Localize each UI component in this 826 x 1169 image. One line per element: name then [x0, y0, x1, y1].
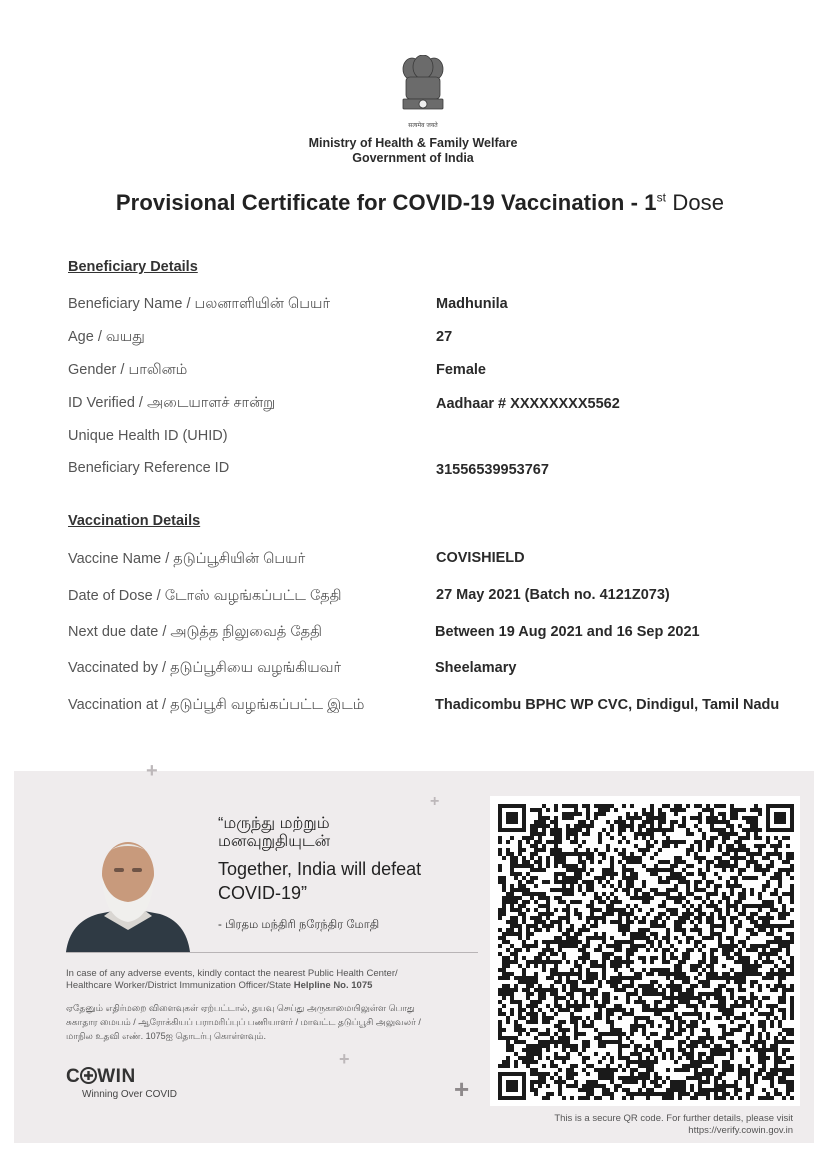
helpline-english-line-2: Healthcare Worker/District Immunization Officer/State: [66, 980, 294, 991]
qr-note-line-1: This is a secure QR code. For further details, please visit: [554, 1113, 793, 1124]
emblem-motto: सत्यमेव जयते: [408, 122, 438, 129]
quote-tamil-line-2: மனவுறுதியுடன்: [218, 833, 331, 850]
plus-icon: +: [339, 1049, 350, 1069]
qr-code[interactable]: [498, 804, 794, 1100]
quote-english-line-2: COVID-19”: [218, 883, 308, 903]
gender-value: Female: [436, 362, 486, 378]
dose-date-label: Date of Dose / டோஸ் வழங்கப்பட்ட தேதி: [68, 588, 342, 604]
pm-portrait: [64, 826, 192, 954]
ministry-line-1: Ministry of Health & Family Welfare: [308, 136, 518, 150]
title-main: Provisional Certificate for COVID-19 Vaccination - 1: [115, 190, 657, 215]
age-label: Age / வயது: [68, 329, 145, 345]
helpline-tamil-line-3: மாநில உதவி எண். 1075ஐ தொடர்பு கொள்ளவும்.: [66, 1031, 267, 1041]
gender-label: Gender / பாலினம்: [68, 362, 188, 378]
qr-note-line-2: https://verify.cowin.gov.in: [688, 1125, 793, 1136]
cowin-logo: [66, 1066, 136, 1088]
helpline-tamil-line-2: சுகாதார மையம் / ஆரோக்கியப் பராமரிப்புப் பணியாளர் / மாவட்ட தடுப்பூசி அலுவலர் /: [66, 1017, 421, 1027]
plus-icon: +: [454, 1074, 470, 1104]
vaccination-at-value: Thadicombu BPHC WP CVC, Dindigul, Tamil Nadu: [435, 697, 780, 713]
plus-icon: +: [146, 760, 158, 782]
dose-date-value: 27 May 2021 (Batch no. 4121Z073): [436, 587, 670, 603]
uhid-label: Unique Health ID (UHID): [68, 428, 228, 444]
helpline-tamil-line-1: ஏதேனும் எதிர்மறை விளைவுகள் ஏற்பட்டால், தயவு செய்து அருகாமையிலுள்ள பொது: [66, 1003, 415, 1013]
beneficiary-name-value: Madhunila: [436, 296, 508, 312]
cowin-logo-right: WIN: [97, 1066, 136, 1087]
quote-english: [218, 857, 468, 905]
id-verified-value: Aadhaar # XXXXXXXX5562: [436, 396, 620, 412]
quote-tamil-line-1: “மருந்து மற்றும்: [218, 815, 330, 832]
certificate-title: [0, 190, 826, 216]
age-value: 27: [436, 329, 453, 345]
id-verified-label: ID Verified / அடையாளச் சான்று: [68, 395, 276, 411]
title-superscript: st: [656, 190, 667, 205]
next-due-label: Next due date / அடுத்த நிலுவைத் தேதி: [68, 624, 322, 640]
plus-icon: +: [430, 793, 440, 810]
quote-english-line-1: Together, India will defeat: [218, 859, 422, 879]
qr-note: [554, 1113, 793, 1137]
quote-attribution: - பிரதம மந்திரி நரேந்திர மோதி: [218, 919, 380, 931]
cowin-plus-icon: [80, 1067, 97, 1084]
vaccine-name-label: Vaccine Name / தடுப்பூசியின் பெயர்: [68, 551, 306, 567]
vaccination-at-label: Vaccination at / தடுப்பூசி வழங்கப்பட்ட இடம்: [68, 697, 365, 713]
vaccine-name-value: COVISHIELD: [436, 550, 525, 566]
cowin-tagline: Winning Over COVID: [82, 1089, 178, 1100]
national-emblem-icon: [398, 55, 448, 133]
helpline-tamil: [66, 1001, 486, 1043]
next-due-value: Between 19 Aug 2021 and 16 Sep 2021: [435, 624, 700, 640]
title-dose: Dose: [666, 190, 725, 215]
reference-id-label: Beneficiary Reference ID: [68, 460, 230, 476]
beneficiary-name-label: Beneficiary Name / பலனாளியின் பெயர்: [68, 296, 331, 312]
vaccinated-by-label: Vaccinated by / தடுப்பூசியை வழங்கியவர்: [68, 660, 342, 676]
vaccination-heading: Vaccination Details: [68, 513, 201, 529]
helpline-english-line-1: In case of any adverse events, kindly contact the nearest Public Health Center/: [66, 968, 398, 979]
helpline-number: Helpline No. 1075: [293, 980, 373, 991]
helpline-english: [66, 968, 486, 992]
cowin-logo-left: C: [66, 1066, 81, 1087]
panel-divider: [66, 952, 478, 953]
vaccinated-by-value: Sheelamary: [435, 660, 517, 676]
beneficiary-heading: Beneficiary Details: [68, 259, 198, 275]
ministry-heading: [0, 136, 826, 166]
ministry-line-2: Government of India: [352, 151, 474, 165]
quote-tamil: [218, 815, 458, 851]
reference-id-value: 31556539953767: [436, 462, 549, 478]
